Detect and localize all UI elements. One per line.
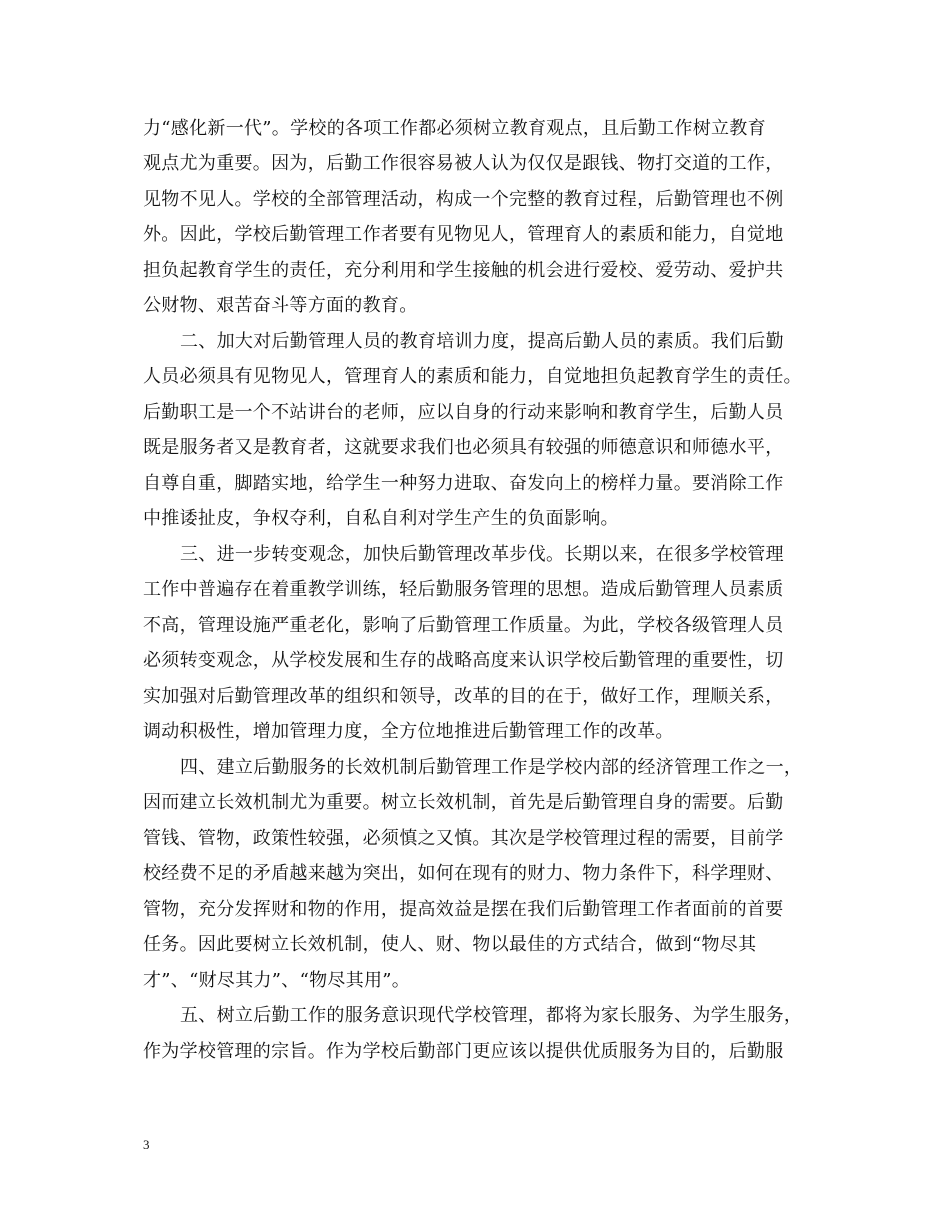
text-line: 见物不见人。学校的全部管理活动，构成一个完整的教育过程，后勤管理也不例 — [143, 189, 784, 210]
paragraph-first-line: 四、建立后勤服务的长效机制后勤管理工作是学校内部的经济管理工作之一， — [180, 757, 803, 778]
paragraph-first-line: 五、树立后勤工作的服务意识现代学校管理，都将为家长服务、为学生服务， — [180, 1005, 803, 1026]
text-line: 后勤职工是一个不站讲台的老师，应以自身的行动来影响和教育学生，后勤人员 — [143, 402, 784, 423]
text-line: 公财物、艰苦奋斗等方面的教育。 — [143, 295, 418, 316]
text-line: 工作中普遍存在着重教学训练，轻后勤服务管理的思想。造成后勤管理人员素质 — [143, 579, 784, 600]
text-line: 外。因此，学校后勤管理工作者要有见物见人，管理育人的素质和能力，自觉地 — [143, 224, 784, 245]
text-line: 中推诿扯皮，争权夺利，自私自利对学生产生的负面影响。 — [143, 508, 619, 529]
text-line: 不高，管理设施严重老化，影响了后勤管理工作质量。为此，学校各级管理人员 — [143, 615, 784, 636]
text-line: 实加强对后勤管理改革的组织和领导，改革的目的在于，做好工作，理顺关系， — [143, 686, 784, 707]
text-line: 因而建立长效机制尤为重要。树立长效机制，首先是后勤管理自身的需要。后勤 — [143, 792, 784, 813]
text-line: 人员必须具有见物见人，管理育人的素质和能力，自觉地担负起教育学生的责任。 — [143, 366, 802, 387]
text-line: 观点尤为重要。因为，后勤工作很容易被人认为仅仅是跟钱、物打交道的工作， — [143, 153, 784, 174]
text-line: 校经费不足的矛盾越来越为突出，如何在现有的财力、物力条件下，科学理财、 — [143, 863, 784, 884]
text-line: 任务。因此要树立长效机制，使人、财、物以最佳的方式结合，做到“物尽其 — [143, 934, 757, 955]
text-line: 调动积极性，增加管理力度，全方位地推进后勤管理工作的改革。 — [143, 721, 674, 742]
paragraph-first-line: 二、加大对后勤管理人员的教育培训力度，提高后勤人员的素质。我们后勤 — [180, 331, 784, 352]
page-number: 3 — [143, 1137, 150, 1152]
text-line: 力“感化新一代”。学校的各项工作都必须树立教育观点，且后勤工作树立教育 — [143, 118, 766, 139]
text-line: 才”、“财尽其力”、“物尽其用”。 — [143, 970, 411, 991]
text-line: 作为学校管理的宗旨。作为学校后勤部门更应该以提供优质服务为目的，后勤服 — [143, 1041, 784, 1062]
text-line: 既是服务者又是教育者，这就要求我们也必须具有较强的师德意识和师德水平， — [143, 437, 784, 458]
text-line: 担负起教育学生的责任，充分利用和学生接触的机会进行爱校、爱劳动、爱护共 — [143, 260, 784, 281]
text-line: 管钱、管物，政策性较强，必须慎之又慎。其次是学校管理过程的需要，目前学 — [143, 828, 784, 849]
text-line: 必须转变观念，从学校发展和生存的战略高度来认识学校后勤管理的重要性，切 — [143, 650, 784, 671]
text-line: 管物，充分发挥财和物的作用，提高效益是摆在我们后勤管理工作者面前的首要 — [143, 899, 784, 920]
paragraph-first-line: 三、进一步转变观念，加快后勤管理改革步伐。长期以来，在很多学校管理 — [180, 544, 784, 565]
text-line: 自尊自重，脚踏实地，给学生一种努力进取、奋发向上的榜样力量。要消除工作 — [143, 473, 784, 494]
